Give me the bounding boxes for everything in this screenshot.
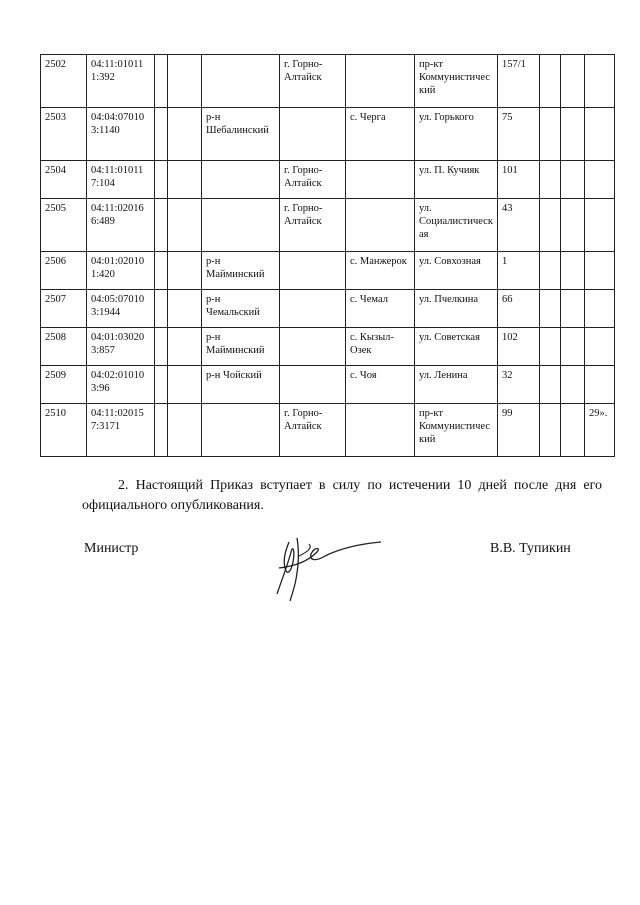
empty-cell — [561, 199, 585, 252]
village-cell: с. Черга — [346, 108, 415, 161]
empty-cell — [168, 55, 202, 108]
city-cell: г. Горно-Алтайск — [280, 161, 346, 199]
effective-date-paragraph: 2. Настоящий Приказ вступает в силу по истечении 10 дней после дня его официального опубликования. — [82, 478, 602, 513]
empty-cell — [168, 328, 202, 366]
village-cell — [346, 161, 415, 199]
empty-cell — [540, 328, 561, 366]
empty-cell — [168, 252, 202, 290]
street-cell: ул. Социалистическая — [415, 199, 498, 252]
empty-cell — [561, 404, 585, 457]
empty-cell — [561, 328, 585, 366]
extra-cell — [585, 252, 615, 290]
city-cell — [280, 108, 346, 161]
house-number-cell: 102 — [498, 328, 540, 366]
empty-cell — [155, 55, 168, 108]
empty-cell — [168, 108, 202, 161]
signatory-name: В.В. Тупикин — [490, 541, 571, 556]
house-number-cell: 66 — [498, 290, 540, 328]
cadastral-number-cell: 04:11:02015 7:3171 — [87, 404, 155, 457]
house-number-cell: 157/1 — [498, 55, 540, 108]
street-cell: ул. П. Кучияк — [415, 161, 498, 199]
signature-image — [255, 522, 385, 602]
extra-cell — [585, 366, 615, 404]
table-row — [41, 108, 615, 161]
village-cell: с. Кызыл-Озек — [346, 328, 415, 366]
row-number-cell: 2506 — [41, 252, 87, 290]
empty-cell — [540, 108, 561, 161]
empty-cell — [561, 161, 585, 199]
extra-cell — [585, 199, 615, 252]
village-cell: с. Чоя — [346, 366, 415, 404]
district-cell — [202, 404, 280, 457]
empty-cell — [561, 290, 585, 328]
cadastral-number-cell: 04:11:01011 7:104 — [87, 161, 155, 199]
house-number-cell: 32 — [498, 366, 540, 404]
row-number-cell: 2505 — [41, 199, 87, 252]
street-cell: пр-кт Коммунистический — [415, 404, 498, 457]
empty-cell — [155, 290, 168, 328]
empty-cell — [168, 404, 202, 457]
district-cell: р-н Чойский — [202, 366, 280, 404]
city-cell: г. Горно-Алтайск — [280, 55, 346, 108]
house-number-cell: 101 — [498, 161, 540, 199]
empty-cell — [561, 55, 585, 108]
empty-cell — [540, 290, 561, 328]
row-number-cell: 2504 — [41, 161, 87, 199]
table-row — [41, 252, 615, 290]
cadastral-number-cell: 04:11:01011 1:392 — [87, 55, 155, 108]
house-number-cell: 99 — [498, 404, 540, 457]
empty-cell — [168, 290, 202, 328]
village-cell: с. Манжерок — [346, 252, 415, 290]
empty-cell — [540, 366, 561, 404]
district-cell: р-н Майминский — [202, 328, 280, 366]
extra-cell — [585, 161, 615, 199]
table-row — [41, 55, 615, 108]
cadastral-number-cell: 04:11:02016 6:489 — [87, 199, 155, 252]
district-cell — [202, 55, 280, 108]
street-cell: ул. Совхозная — [415, 252, 498, 290]
empty-cell — [168, 199, 202, 252]
cadastral-number-cell: 04:05:07010 3:1944 — [87, 290, 155, 328]
street-cell: пр-кт Коммунистический — [415, 55, 498, 108]
city-cell — [280, 328, 346, 366]
cadastral-number-cell: 04:02:01010 3:96 — [87, 366, 155, 404]
street-cell: ул. Советская — [415, 328, 498, 366]
empty-cell — [540, 161, 561, 199]
table-row — [41, 328, 615, 366]
row-number-cell: 2510 — [41, 404, 87, 457]
village-cell: с. Чемал — [346, 290, 415, 328]
extra-cell: 29». — [585, 404, 615, 457]
empty-cell — [540, 404, 561, 457]
empty-cell — [155, 328, 168, 366]
empty-cell — [540, 252, 561, 290]
district-cell — [202, 161, 280, 199]
city-cell — [280, 366, 346, 404]
extra-cell — [585, 328, 615, 366]
empty-cell — [155, 199, 168, 252]
district-cell — [202, 199, 280, 252]
table-row — [41, 366, 615, 404]
street-cell: ул. Ленина — [415, 366, 498, 404]
table-row — [41, 161, 615, 199]
house-number-cell: 43 — [498, 199, 540, 252]
empty-cell — [155, 404, 168, 457]
district-cell: р-н Шебалинский — [202, 108, 280, 161]
empty-cell — [168, 366, 202, 404]
empty-cell — [155, 108, 168, 161]
table-row — [41, 290, 615, 328]
row-number-cell: 2509 — [41, 366, 87, 404]
house-number-cell: 75 — [498, 108, 540, 161]
cadastral-number-cell: 04:04:07010 3:1140 — [87, 108, 155, 161]
city-cell: г. Горно-Алтайск — [280, 404, 346, 457]
cadastral-number-cell: 04:01:03020 3:857 — [87, 328, 155, 366]
row-number-cell: 2502 — [41, 55, 87, 108]
extra-cell — [585, 290, 615, 328]
extra-cell — [585, 108, 615, 161]
district-cell: р-н Чемальский — [202, 290, 280, 328]
empty-cell — [561, 366, 585, 404]
registry-table — [40, 54, 615, 457]
street-cell: ул. Пчелкина — [415, 290, 498, 328]
village-cell — [346, 404, 415, 457]
empty-cell — [540, 55, 561, 108]
empty-cell — [155, 366, 168, 404]
house-number-cell: 1 — [498, 252, 540, 290]
district-cell: р-н Майминский — [202, 252, 280, 290]
cadastral-number-cell: 04:01:02010 1:420 — [87, 252, 155, 290]
village-cell — [346, 55, 415, 108]
empty-cell — [561, 108, 585, 161]
empty-cell — [540, 199, 561, 252]
city-cell — [280, 290, 346, 328]
table-row — [41, 404, 615, 457]
street-cell: ул. Горького — [415, 108, 498, 161]
extra-cell — [585, 55, 615, 108]
empty-cell — [561, 252, 585, 290]
row-number-cell: 2507 — [41, 290, 87, 328]
village-cell — [346, 199, 415, 252]
empty-cell — [155, 161, 168, 199]
signatory-position: Министр — [84, 541, 139, 556]
row-number-cell: 2503 — [41, 108, 87, 161]
table-row — [41, 199, 615, 252]
city-cell: г. Горно-Алтайск — [280, 199, 346, 252]
empty-cell — [168, 161, 202, 199]
row-number-cell: 2508 — [41, 328, 87, 366]
empty-cell — [155, 252, 168, 290]
city-cell — [280, 252, 346, 290]
